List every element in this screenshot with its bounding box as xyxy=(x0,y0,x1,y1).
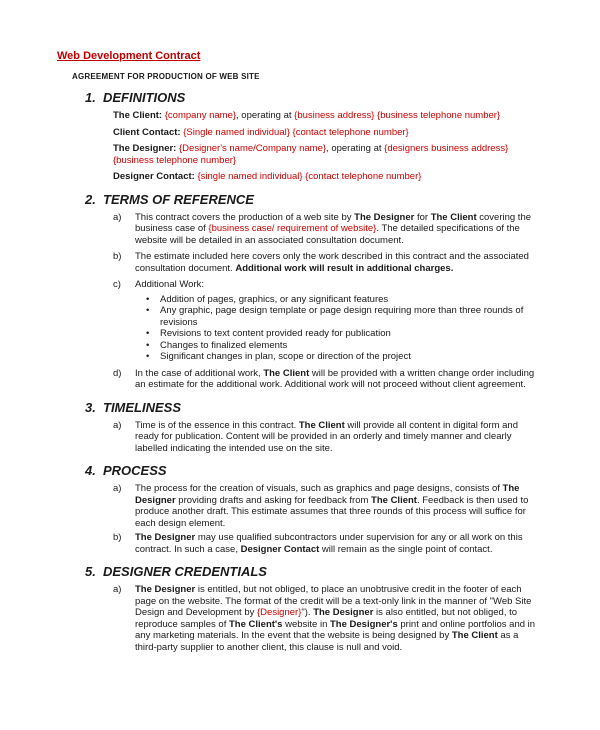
clause-text: The Designer is entitled, but not obliged, to place an unobtrusive credit in the footer of each page on the website. The format of the credit will be a text-only link in the manner of "Web Site Design and Development by {Designer}"). The Designer is also entitled, but not obliged, to reproduce samples of The Client's website in The Designer's print and online portfolios and in any marketing materials. In the event that the website is being designed by The Client as a third-party supplier to another client, this clause is null and void. xyxy=(135,584,536,653)
clause-marker: c) xyxy=(113,279,121,290)
clause-marker: a) xyxy=(113,584,122,595)
section-terms-of-reference xyxy=(57,193,542,391)
section-title: TERMS OF REFERENCE xyxy=(103,191,254,207)
section-heading-definitions xyxy=(85,91,542,105)
list-item xyxy=(146,340,542,352)
clause-text: The process for the creation of visuals, such as graphics and page designs, consists of The Designer providing drafts and asking for feedback from The Client. Feedback is then used to produce another draft. This estimate assumes that three rounds of this process will suffice for each design element. xyxy=(135,483,529,529)
clause-text: In the case of additional work, The Client will be provided with a written change order including an estimate for the additional work. Additional work will not proceed without client agreement. xyxy=(135,367,535,390)
list-item-text: Any graphic, page design template or page design requiring more than three rounds of revisions xyxy=(160,305,524,328)
process-body xyxy=(113,483,542,555)
section-timeliness xyxy=(57,401,542,455)
terms-clause-c xyxy=(113,279,542,363)
list-item-text: Changes to finalized elements xyxy=(160,339,288,351)
list-item xyxy=(146,351,542,363)
clause-marker: d) xyxy=(113,367,122,379)
list-item-text: Significant changes in plan, scope or direction of the project xyxy=(160,351,411,362)
credentials-body xyxy=(113,584,542,653)
definition-client-contact: Client Contact: {Single named individual} {contact telephone number} xyxy=(113,126,409,138)
section-title: DESIGNER CREDENTIALS xyxy=(103,564,267,579)
clause-marker: a) xyxy=(113,419,122,431)
clause-text xyxy=(135,279,542,363)
bullet-icon: • xyxy=(146,305,150,316)
terms-clause-a xyxy=(113,212,542,247)
bullet-icon: • xyxy=(146,339,150,351)
list-item xyxy=(146,328,542,340)
clause-marker: b) xyxy=(113,251,122,262)
section-title: PROCESS xyxy=(103,463,167,478)
section-heading-terms xyxy=(85,193,542,207)
clause-text: The Designer may use qualified subcontractors under supervision for any or all work on this contract. In such a case, Designer Contact will remain as the single point of contact. xyxy=(135,532,523,555)
section-number: 5. xyxy=(85,564,96,579)
clause-marker: a) xyxy=(113,211,122,223)
section-number: 1. xyxy=(85,90,96,105)
terms-body xyxy=(113,212,542,391)
definition-designer-contact: Designer Contact: {single named individual} {contact telephone number} xyxy=(113,171,422,182)
additional-work-list xyxy=(146,294,542,363)
section-heading-process xyxy=(85,464,542,478)
section-heading-credentials xyxy=(85,565,542,579)
section-number: 2. xyxy=(85,191,96,207)
terms-clause-b xyxy=(113,251,542,274)
list-item-text: Revisions to text content provided ready for publication xyxy=(160,328,391,339)
definition-the-client: The Client: {company name}, operating at {business address} {business telephone number} xyxy=(113,110,501,121)
definition-the-designer: The Designer: {Designer's name/Company name}, operating at {designers business address} {business telephone number} xyxy=(113,143,509,166)
section-number: 3. xyxy=(85,399,96,415)
timeliness-body xyxy=(113,420,542,455)
clause-text: The estimate included here covers only the work described in this contract and the associated consultation document. Additional work will result in additional charges. xyxy=(135,251,529,274)
timeliness-clause-a xyxy=(113,420,542,455)
credentials-clause-a xyxy=(113,584,542,653)
definitions-body xyxy=(113,110,542,183)
process-clause-a xyxy=(113,483,542,529)
section-heading-timeliness xyxy=(85,401,542,415)
additional-work-label: Additional Work: xyxy=(135,279,204,290)
clause-marker: b) xyxy=(113,532,122,543)
clause-text: Time is of the essence in this contract. The Client will provide all content in digital form and ready for publication. Content will be provided in an orderly and timely manner and clearly labelled indicating the intended use on the site. xyxy=(135,419,518,454)
document-subtitle: AGREEMENT FOR PRODUCTION OF WEB SITE xyxy=(72,72,260,81)
section-definitions xyxy=(57,91,542,183)
bullet-icon: • xyxy=(146,293,150,305)
list-item-text: Addition of pages, graphics, or any significant features xyxy=(160,293,389,305)
clause-marker: a) xyxy=(113,483,122,494)
bullet-icon: • xyxy=(146,328,150,339)
process-clause-b xyxy=(113,532,542,555)
section-number: 4. xyxy=(85,463,96,478)
section-process xyxy=(57,464,542,555)
section-title: DEFINITIONS xyxy=(103,90,186,105)
list-item xyxy=(146,294,542,306)
section-designer-credentials xyxy=(57,565,542,653)
terms-clause-d xyxy=(113,368,542,391)
section-title: TIMELINESS xyxy=(103,399,182,415)
document-title: Web Development Contract xyxy=(57,50,201,62)
list-item xyxy=(146,305,542,328)
clause-text: This contract covers the production of a web site by The Designer for The Client covering the business case of {business case/ requirement of website}. The detailed specifications of the website will be detailed in an associated consultation document. xyxy=(135,211,532,246)
bullet-icon: • xyxy=(146,351,150,362)
